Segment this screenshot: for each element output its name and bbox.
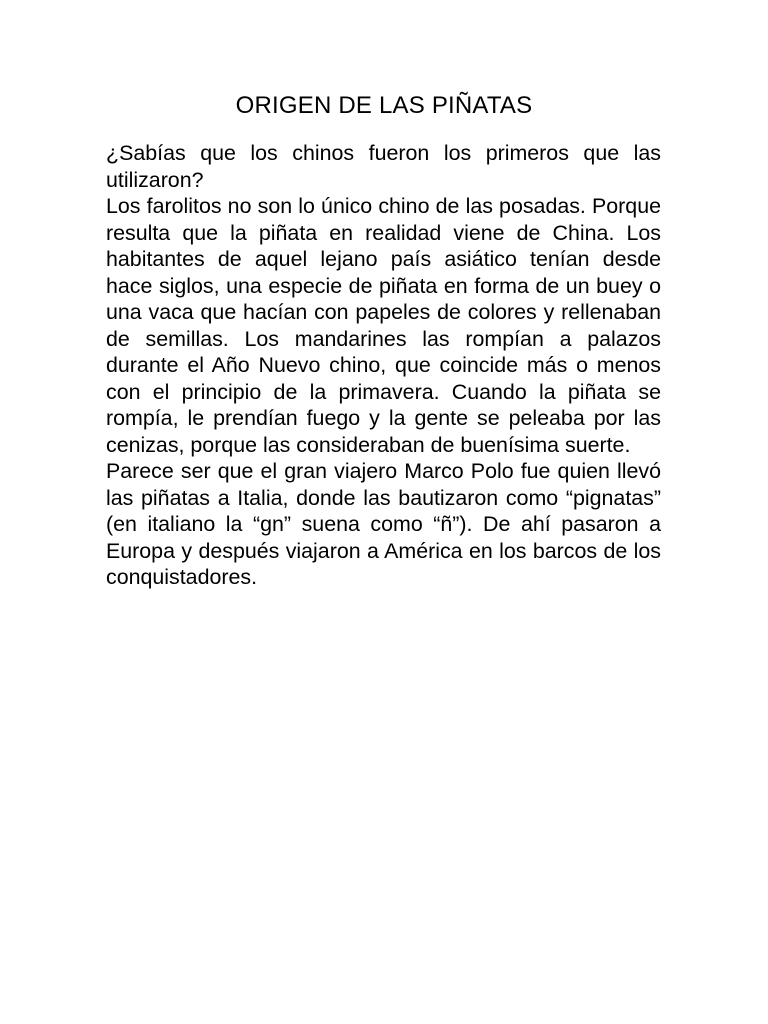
paragraph-marco-polo: Parece ser que el gran viajero Marco Polo fue quien llevó las piñatas a Italia, donde las bautizaron como “pignatas” (en italiano la “gn” suena como “ñ”). De ahí pasaron a Europa y después viajaron a América en los barcos de los conquistadores. — [106, 459, 661, 589]
document-title: ORIGEN DE LAS PIÑATAS — [235, 92, 533, 119]
paragraph-intro-question: ¿Sabías que los chinos fueron los primeros que las utilizaron? — [106, 141, 661, 192]
paragraph-china-origin: Los farolitos no son lo único chino de las posadas. Porque resulta que la piñata en realidad viene de China. Los habitantes de aquel lejano país asiático tenían desde hace siglos, una especie de piñata en forma de un buey o una vaca que hacían con papeles de colores y rellenaban de semillas. Los mandarines las rompían a palazos durante el Año Nuevo chino, que coincide más o menos con el principio de la primavera. Cuando la piñata se rompía, le prendían fuego y la gente se peleaba por las cenizas, porque las consideraban de buenísima suerte. — [106, 194, 661, 457]
document-body — [106, 140, 661, 591]
